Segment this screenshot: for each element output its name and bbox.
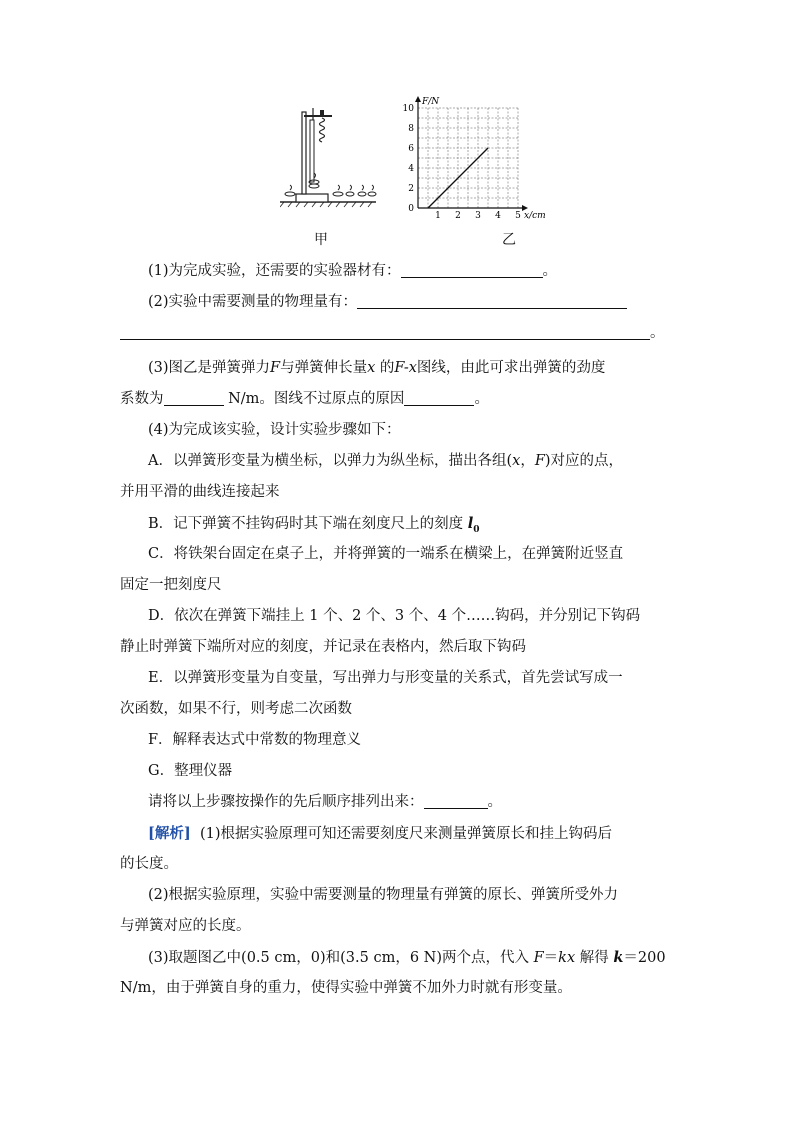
y-tick-label: 6 (408, 144, 414, 154)
x-axis-label: x/cm (524, 211, 546, 220)
analysis-3-var-kx: kx (558, 950, 576, 966)
step-g-text: G．整理仪器 (148, 763, 233, 779)
analysis-1-line-1 (120, 818, 675, 849)
analysis-3-eq: ＝ (543, 950, 559, 966)
step-b-line (120, 508, 675, 539)
step-e-text-2: 次函数，如果不行，则考虑二次函数 (120, 701, 352, 717)
analysis-2-text-1: (2)根据实验原理，实验中需要测量的物理量有弹簧的原长、弹簧所受外力 (148, 887, 619, 903)
step-c-line-1 (120, 539, 675, 570)
order-blank (424, 792, 488, 809)
tick-labels (403, 104, 522, 220)
q3-blank-1 (164, 389, 224, 406)
step-b-var-l: l (467, 515, 474, 532)
q3-var-F: F (270, 360, 281, 376)
q2-line-2 (120, 318, 675, 349)
analysis-tag: [解析] (148, 825, 191, 842)
question-text (120, 256, 675, 1004)
step-f-text: F．解释表达式中常数的物理意义 (148, 732, 362, 748)
q2-blank-1 (357, 292, 627, 309)
analysis-1-text-2: 的长度。 (120, 856, 178, 872)
step-g-line (120, 756, 675, 787)
y-tick-label: 2 (408, 184, 414, 194)
q3-var-Fx: F-x (394, 360, 417, 376)
analysis-3-value: ＝200 (623, 950, 666, 966)
step-c-text-2: 固定一把刻度尺 (120, 577, 222, 593)
q3-text-a: (3)图乙是弹簧弹力 (148, 360, 271, 376)
step-a-line-2 (120, 477, 675, 508)
q1-line (120, 256, 675, 287)
y-tick-label: 0 (408, 204, 414, 214)
x-tick-label: 4 (495, 211, 501, 220)
y-tick-label: 10 (402, 104, 414, 114)
analysis-1-text-1: (1)根据实验原理可知还需要刻度尺来测量弹簧原长和挂上钩码后 (199, 826, 612, 842)
q2-text: (2)实验中需要测量的物理量有： (148, 294, 358, 310)
q3-blank-2 (404, 389, 474, 406)
q4-intro-text: (4)为完成该实验，设计实验步骤如下： (148, 422, 401, 438)
y-tick-label: 8 (408, 124, 414, 134)
q3-text-d: 图线，由此可求出弹簧的劲度 (416, 360, 606, 376)
analysis-2-line-2 (120, 911, 675, 942)
q1-blank (401, 261, 543, 278)
step-c-line-2 (120, 570, 675, 601)
y-axis-arrow (415, 96, 421, 102)
order-text: 请将以上步骤按操作的先后顺序排列出来： (148, 794, 424, 810)
x-tick-label: 1 (435, 211, 441, 220)
analysis-2-line-1 (120, 880, 675, 911)
step-d-text-1: D．依次在弹簧下端挂上 1 个、2 个、3 个、4 个……钩码，并分别记下钩码 (148, 608, 641, 624)
x-tick-label: 2 (455, 211, 461, 220)
analysis-3-var-F: F (533, 950, 544, 966)
q3-text-e: 系数为 (120, 391, 164, 407)
q3-line-1 (120, 353, 675, 384)
q3-text-c: 的 (379, 360, 395, 376)
q3-line-2 (120, 384, 675, 415)
caption-yi: 乙 (502, 232, 516, 248)
step-a-comma: ， (520, 453, 535, 469)
step-c-text-1: C．将铁架台固定在桌子上，并将弹簧的一端系在横梁上，在弹簧附近竖直 (148, 546, 624, 562)
step-a-text-1: A．以弹簧形变量为横坐标，以弹力为纵坐标，描出各组( (148, 453, 513, 469)
q3-var-x: x (367, 360, 376, 376)
analysis-3-var-k: k (613, 949, 624, 966)
analysis-3-text-2: N/m，由于弹簧自身的重力，使得实验中弹簧不加外力时就有形变量。 (120, 980, 572, 996)
force-extension-graph (398, 92, 548, 220)
analysis-2-text-2: 与弹簧对应的长度。 (120, 918, 251, 934)
q1-text: (1)为完成实验，还需要的实验器材有： (148, 263, 401, 279)
step-e-line-2 (120, 694, 675, 725)
step-b-text: B．记下弹簧不挂钩码时其下端在刻度尺上的刻度 (148, 516, 464, 532)
step-b-subscript: 0 (473, 524, 480, 535)
iron-stand-figure (280, 98, 390, 208)
q1-end: 。 (542, 263, 558, 279)
order-end: 。 (487, 794, 502, 810)
analysis-1-line-2 (120, 849, 675, 880)
graph-grid (418, 108, 518, 208)
q3-text-f: N/m。图线不过原点的原因 (228, 391, 405, 407)
step-d-line-2 (120, 632, 675, 663)
step-f-line (120, 725, 675, 756)
step-a-line-1 (120, 446, 675, 477)
q2-blank-2 (120, 323, 650, 340)
step-a-var-F: F (534, 453, 545, 469)
analysis-3-line-2 (120, 973, 675, 1004)
analysis-3-solve: 解得 (579, 950, 609, 966)
step-a-text-2: )对应的点， (544, 453, 624, 469)
q2-end: 。 (650, 325, 665, 341)
step-d-line-1 (120, 601, 675, 632)
x-tick-label: 5 (515, 211, 521, 220)
caption-jia: 甲 (314, 232, 328, 248)
step-e-line-1 (120, 663, 675, 694)
step-a-text-3: 并用平滑的曲线连接起来 (120, 484, 280, 500)
analysis-3-text-1: (3)取题图乙中(0.5 cm，0)和(3.5 cm，6 N)两个点，代入 (148, 950, 529, 966)
order-line (120, 787, 675, 818)
analysis-3-line-1 (120, 942, 675, 973)
q3-text-g: 。 (474, 391, 489, 407)
step-a-var-x: x (512, 453, 521, 469)
q2-line (120, 287, 675, 318)
step-e-text-1: E．以弹簧形变量为自变量，写出弹力与形变量的关系式，首先尝试写成一 (148, 670, 623, 686)
step-d-text-2: 静止时弹簧下端所对应的刻度，并记录在表格内，然后取下钩码 (120, 639, 526, 655)
q4-intro (120, 415, 675, 446)
q3-text-b: 与弹簧伸长量 (280, 360, 368, 376)
figure-area (270, 92, 560, 252)
y-axis-label: F/N (422, 97, 440, 107)
y-tick-label: 4 (408, 164, 414, 174)
x-tick-label: 3 (475, 211, 481, 220)
